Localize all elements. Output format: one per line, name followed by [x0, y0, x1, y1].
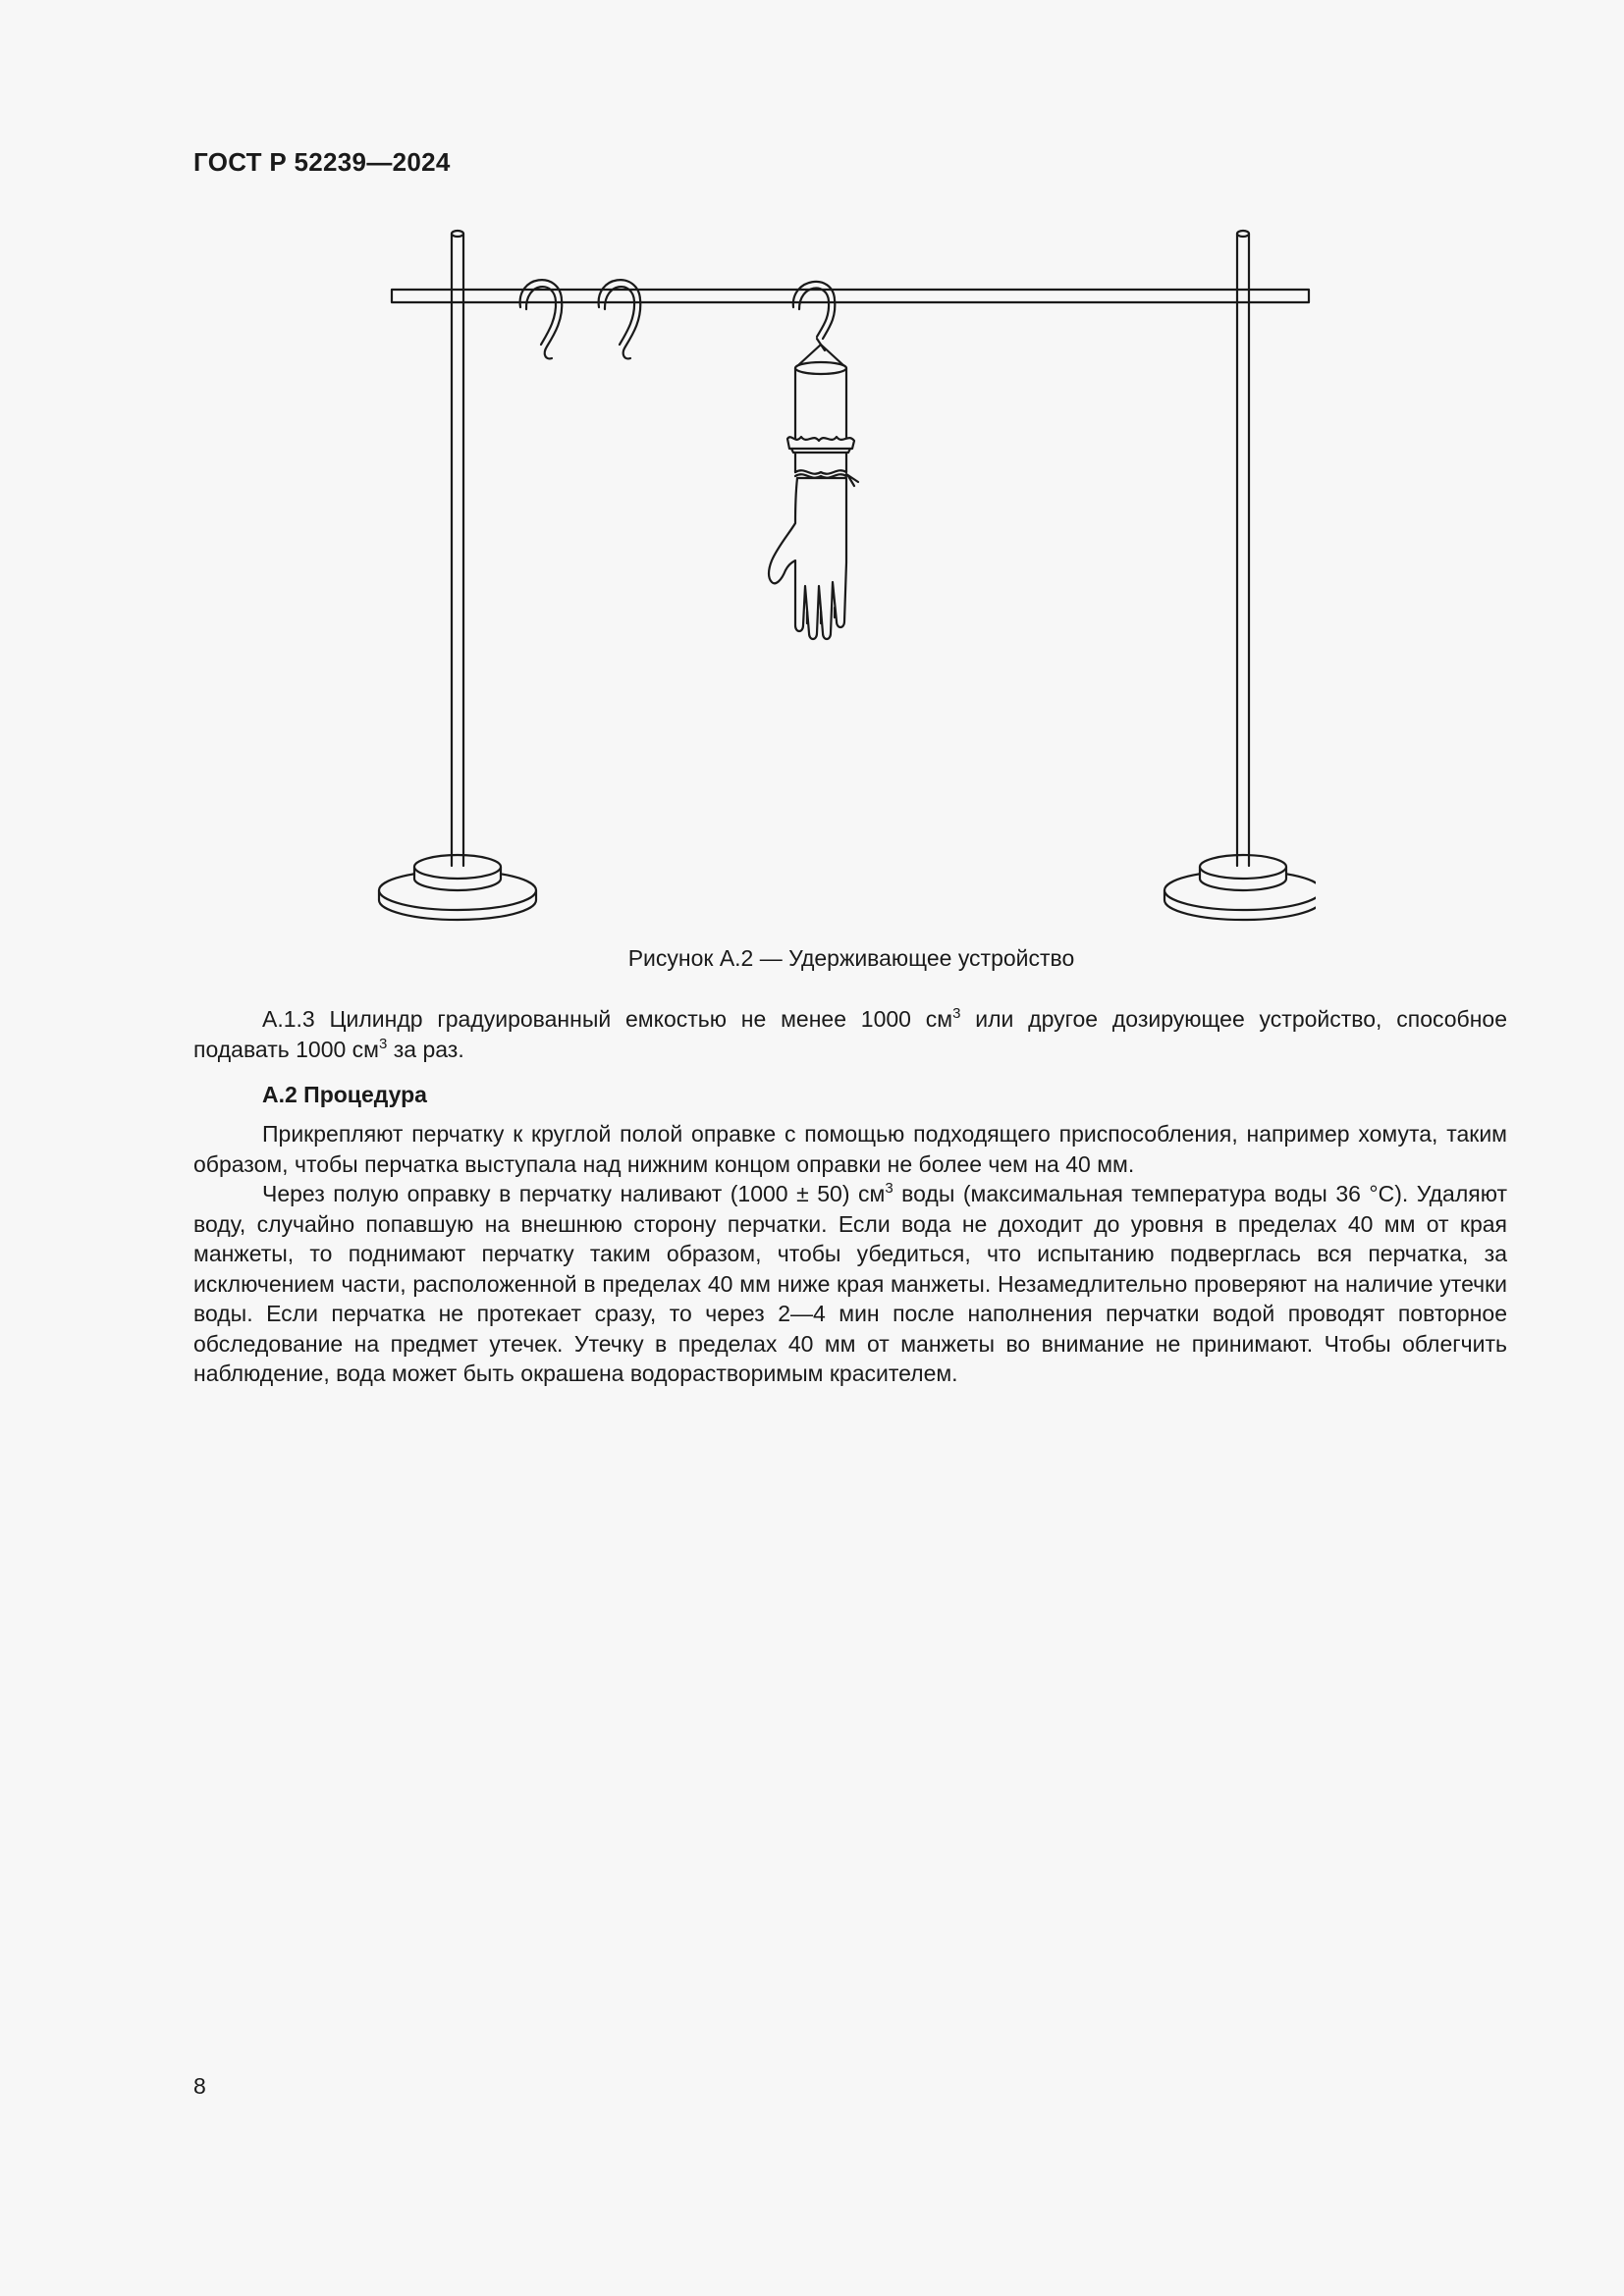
- section-heading-procedure: А.2 Процедура: [262, 1082, 427, 1107]
- paragraph-pour-text-1: Через полую оправку в перчатку наливают (1000 ± 50) см: [262, 1181, 886, 1206]
- paragraph-pour-text-2: воды (максимальная температура воды 36 °С). Удаляют воду, случайно попавшую на внешнюю сторону перчатки. Если вода не доходит до уровня в пределах 40 мм от края манжеты, то поднимают перчатку таким образом, чтобы убедиться, что испытанию подверглась вся перчатка, за исключением части, расположенной в пределах 40 мм ниже края манжеты. Незамедлительно проверяют на наличие утечки воды. Если перчатка не протекает сразу, то через 2—4 мин после наполнения перчатки водой проводят повторное обследование на предмет утечек. Утечку в пределах 40 мм от манжеты во внимание не принимают. Чтобы облегчить наблюдение, вода может быть окрашена водорастворимым красителем.: [193, 1181, 1507, 1386]
- paragraph-a13-text-3: за раз.: [387, 1036, 464, 1062]
- holding-device-drawing: [373, 221, 1316, 928]
- superscript-3: 3: [885, 1180, 893, 1197]
- left-stand-base: [379, 855, 536, 920]
- left-pole: [452, 231, 463, 866]
- figure-holding-device: [373, 221, 1316, 928]
- paragraph-a13: [193, 1004, 1507, 1064]
- glove: [769, 478, 846, 639]
- superscript-3: 3: [952, 1005, 961, 1022]
- paragraph-pour-water: [193, 1179, 1507, 1389]
- right-pole: [1237, 231, 1249, 866]
- paragraph-a13-text-2: или другое дозирующее устройство, способное подавать 1000 см: [193, 1006, 1507, 1062]
- paragraph-attach-glove: Прикрепляют перчатку к круглой полой оправке с помощью подходящего приспособления, например хомута, таким образом, чтобы перчатка выступала над нижним концом оправки не более чем на 40 мм.: [193, 1121, 1507, 1177]
- procedure-text: [193, 1119, 1507, 1389]
- page-number: 8: [193, 2073, 206, 2099]
- figure-caption: Рисунок А.2 — Удерживающее устройство: [627, 945, 1075, 971]
- mandrel-cylinder: [795, 362, 846, 443]
- paragraph-a13-text-1: А.1.3 Цилиндр градуированный емкостью не менее 1000 см: [262, 1006, 953, 1032]
- superscript-3: 3: [378, 1035, 388, 1052]
- document-header: ГОСТ Р 52239—2024: [193, 147, 451, 177]
- right-stand-base: [1164, 855, 1316, 920]
